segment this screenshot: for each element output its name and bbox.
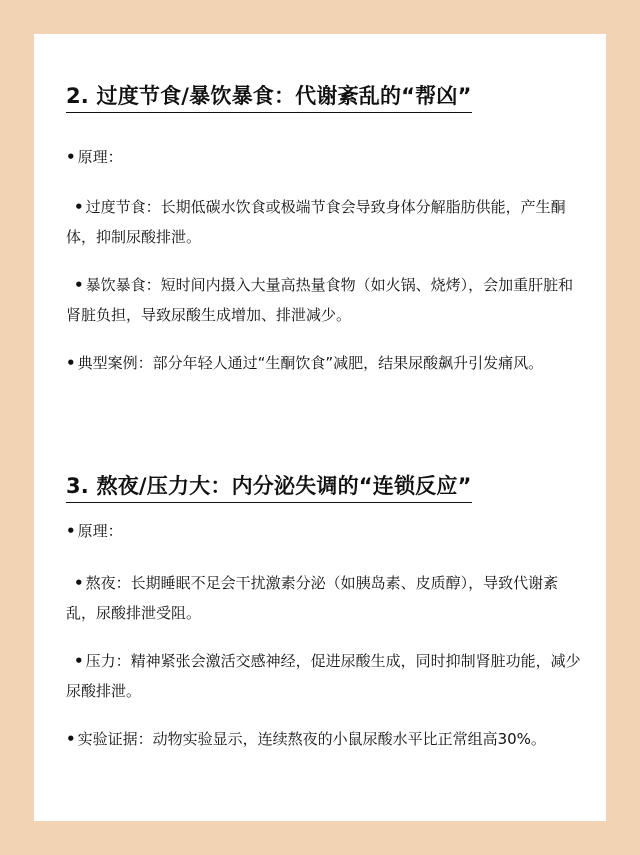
section-3-item-staying-up-text: 熬夜：长期睡眠不足会干扰激素分泌（如胰岛素、皮质醇），导致代谢紊乱，尿酸排泄受阻。 [66,574,559,622]
section-2-heading [66,82,472,113]
section-2-case [66,348,588,378]
section-3-evidence-text: 实验证据：动物实验显示，连续熬夜的小鼠尿酸水平比正常组高30%。 [77,730,546,748]
bullet-icon: • [66,354,76,372]
bullet-icon: • [74,574,84,592]
section-3-principle-label: 原理： [77,522,123,540]
section-2-item-dieting [66,192,588,252]
section-2-item-overeating-text: 暴饮暴食：短时间内摄入大量高热量食物（如火锅、烧烤），会加重肝脏和肾脏负担，导致尿酸生成增加、排泄减少。 [66,276,574,324]
bullet-icon: • [74,198,84,216]
bullet-icon: • [66,522,76,540]
section-3-item-stress [66,646,588,706]
section-2-item-overeating [66,270,588,330]
section-3-item-staying-up [66,568,588,628]
section-2-heading-text: 2. 过度节食/暴饮暴食：代谢紊乱的“帮凶” [66,84,472,108]
section-3-heading-text: 3. 熬夜/压力大：内分泌失调的“连锁反应” [66,474,472,498]
content-card [34,34,606,821]
bullet-icon: • [74,276,84,294]
section-3-principle [66,516,588,546]
section-2-principle-label: 原理： [77,148,123,166]
section-3-evidence [66,724,588,754]
section-3-heading [66,472,472,503]
bullet-icon: • [66,730,76,748]
bullet-icon: • [74,652,84,670]
section-2-principle [66,142,588,172]
bullet-icon: • [66,148,76,166]
section-3-item-stress-text: 压力：精神紧张会激活交感神经，促进尿酸生成，同时抑制肾脏功能，减少尿酸排泄。 [66,652,581,700]
section-2-case-text: 典型案例：部分年轻人通过“生酮饮食”减肥，结果尿酸飙升引发痛风。 [77,354,544,372]
section-2-item-dieting-text: 过度节食：长期低碳水饮食或极端节食会导致身体分解脂肪供能，产生酮体，抑制尿酸排泄。 [66,198,566,246]
